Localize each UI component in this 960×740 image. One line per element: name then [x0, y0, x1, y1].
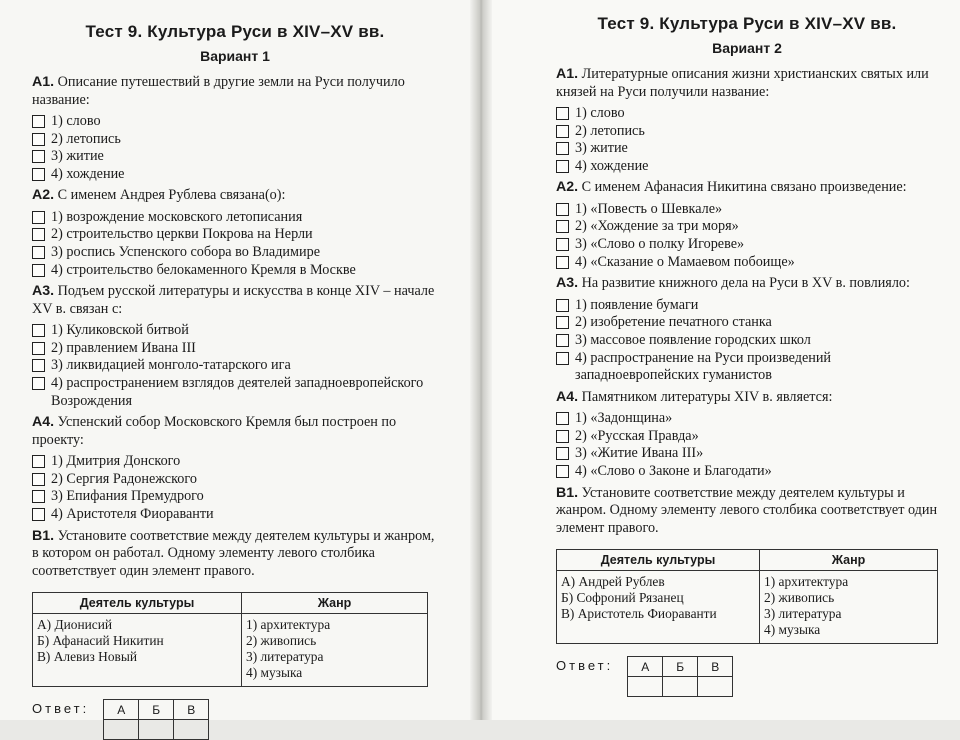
option-label: 4) хождение	[575, 157, 649, 174]
option-label: 3) житие	[51, 148, 104, 165]
option[interactable]	[556, 410, 938, 428]
answer-header-v: В	[174, 700, 209, 720]
question-number: А4.	[556, 388, 579, 405]
genre-item: 1) архитектура	[764, 574, 849, 590]
answer-checkbox[interactable]	[32, 490, 45, 503]
question-a3	[32, 283, 438, 318]
question-a1	[32, 74, 438, 109]
answer-checkbox[interactable]	[32, 324, 45, 337]
option-label: 1) «Повесть о Шевкале»	[575, 200, 723, 217]
option-label: 2) «Хождение за три моря»	[575, 218, 739, 235]
answer-checkbox[interactable]	[556, 447, 569, 460]
option-label: 4) строительство белокаменного Кремля в Москве	[51, 261, 356, 278]
column-header-figure: Деятель культуры	[557, 550, 760, 571]
option[interactable]	[556, 201, 938, 219]
answer-checkbox[interactable]	[556, 203, 569, 216]
matching-table	[32, 592, 428, 687]
option[interactable]	[32, 357, 438, 375]
figure-item: В) Алевиз Новый	[37, 649, 138, 665]
answer-checkbox[interactable]	[556, 160, 569, 173]
answer-checkbox[interactable]	[556, 430, 569, 443]
question-text: С именем Афанасия Никитина связано произведение:	[581, 179, 907, 196]
answer-checkbox[interactable]	[32, 342, 45, 355]
answer-label: Ответ:	[32, 701, 90, 717]
option-label: 3) ликвидацией монголо-татарского ига	[51, 357, 291, 374]
option[interactable]	[32, 322, 438, 340]
question-b1	[556, 485, 938, 538]
option[interactable]	[556, 297, 938, 315]
question-a2	[32, 187, 438, 205]
option-label: 4) распространением взглядов деятелей западноевропейского Возрождения	[51, 375, 424, 409]
left-page	[0, 0, 478, 720]
answer-checkbox[interactable]	[556, 256, 569, 269]
option-label: 3) «Слово о полку Игореве»	[575, 236, 745, 253]
answer-checkbox[interactable]	[556, 316, 569, 329]
answer-checkbox[interactable]	[556, 238, 569, 251]
page-title: Тест 9. Культура Руси в XIV–XV вв.	[85, 22, 385, 41]
question-b1	[32, 528, 438, 581]
answer-cell[interactable]	[139, 720, 174, 740]
question-number: А2.	[32, 187, 55, 204]
answer-checkbox[interactable]	[556, 412, 569, 425]
option[interactable]	[556, 218, 938, 236]
answer-checkbox[interactable]	[32, 228, 45, 241]
book-gutter	[470, 0, 492, 720]
genre-item: 4) музыка	[246, 665, 303, 681]
answer-cell[interactable]	[104, 720, 139, 740]
answer-checkbox[interactable]	[556, 352, 569, 365]
option-label: 1) Дмитрия Донского	[51, 453, 181, 470]
answer-label: Ответ:	[556, 658, 614, 674]
figure-item: Б) Софроний Рязанец	[561, 590, 684, 606]
option[interactable]	[32, 226, 438, 244]
option-label: 1) слово	[575, 105, 625, 121]
right-page	[482, 0, 960, 720]
answer-cell[interactable]	[628, 677, 663, 697]
genre-item: 2) живопись	[764, 590, 835, 606]
option-label: 1) слово	[51, 113, 101, 129]
answer-checkbox[interactable]	[556, 334, 569, 347]
answer-checkbox[interactable]	[556, 465, 569, 478]
option[interactable]	[556, 105, 938, 123]
option-label: 4) «Сказание о Мамаевом побоище»	[575, 253, 795, 270]
figure-item: А) Дионисий	[37, 617, 113, 633]
option-label: 2) «Русская Правда»	[575, 427, 699, 444]
option[interactable]	[556, 428, 938, 446]
figure-item: В) Аристотель Фиораванти	[561, 606, 717, 622]
answer-cell[interactable]	[698, 677, 733, 697]
answer-checkbox[interactable]	[32, 211, 45, 224]
option[interactable]	[32, 166, 438, 184]
question-a4	[32, 414, 438, 449]
answer-checkbox[interactable]	[32, 455, 45, 468]
answer-checkbox[interactable]	[32, 473, 45, 486]
question-text: Успенский собор Московского Кремля был построен по проекту:	[32, 414, 397, 448]
option[interactable]	[556, 254, 938, 272]
answer-checkbox[interactable]	[32, 168, 45, 181]
option-label: 2) летопись	[51, 130, 121, 147]
genre-item: 3) литература	[246, 649, 324, 665]
option[interactable]	[32, 113, 438, 131]
option-label: 4) распространение на Руси произведений западноевропейских гуманистов	[575, 349, 832, 384]
answer-cell[interactable]	[663, 677, 698, 697]
option[interactable]	[556, 158, 938, 176]
answer-header-a: А	[628, 657, 663, 677]
question-text: С именем Андрея Рублева связана(о):	[57, 187, 286, 204]
question-a4	[556, 389, 938, 407]
answer-block	[556, 656, 938, 697]
option-label: 4) хождение	[51, 165, 125, 182]
question-a3	[556, 275, 938, 293]
answer-checkbox[interactable]	[32, 508, 45, 521]
question-number: А3.	[32, 283, 55, 300]
option-label: 1) «Задонщина»	[575, 410, 673, 427]
option[interactable]	[556, 332, 938, 350]
option-label: 1) возрождение московского летописания	[51, 208, 303, 225]
question-number: А3.	[556, 275, 579, 292]
answer-checkbox[interactable]	[32, 359, 45, 372]
genre-item: 1) архитектура	[246, 617, 331, 633]
question-number: А1.	[556, 66, 579, 82]
answer-header-a: А	[104, 700, 139, 720]
question-number: А1.	[32, 74, 55, 90]
figures-cell	[557, 571, 760, 644]
answer-checkbox[interactable]	[556, 107, 569, 120]
option[interactable]	[556, 140, 938, 158]
option-label: 2) строительство церкви Покрова на Нерли	[51, 226, 313, 243]
column-header-genre: Жанр	[242, 593, 428, 614]
answer-checkbox[interactable]	[32, 246, 45, 259]
option[interactable]	[32, 453, 438, 471]
option[interactable]	[556, 350, 938, 385]
figure-item: А) Андрей Рублев	[561, 574, 665, 590]
option[interactable]	[32, 209, 438, 227]
option-label: 3) роспись Успенского собора во Владимире	[51, 244, 320, 261]
option-label: 2) изобретение печатного станка	[575, 314, 772, 331]
option-label: 3) «Житие Ивана III»	[575, 445, 704, 462]
genre-item: 3) литература	[764, 606, 842, 622]
genre-item: 4) музыка	[764, 622, 821, 638]
genre-item: 2) живопись	[246, 633, 317, 649]
option[interactable]	[556, 314, 938, 332]
answer-checkbox[interactable]	[556, 142, 569, 155]
variant-heading: Вариант 2	[712, 40, 782, 56]
option[interactable]	[32, 131, 438, 149]
option-label: 4) «Слово о Законе и Благодати»	[575, 463, 772, 479]
answer-checkbox[interactable]	[32, 150, 45, 163]
answer-header-v: В	[698, 657, 733, 677]
answer-checkbox[interactable]	[32, 377, 45, 390]
answer-header-b: Б	[663, 657, 698, 677]
column-header-figure: Деятель культуры	[33, 593, 242, 614]
option[interactable]	[556, 123, 938, 141]
option-label: 3) массовое появление городских школ	[575, 331, 811, 348]
option[interactable]	[32, 244, 438, 262]
answer-checkbox[interactable]	[556, 220, 569, 233]
genres-cell	[760, 571, 938, 644]
column-header-genre: Жанр	[760, 550, 938, 571]
option-label: 2) правлением Ивана III	[51, 339, 196, 356]
option[interactable]	[32, 262, 438, 280]
question-text: Подъем русской литературы и искусства в конце XIV – начале XV в. связан с:	[32, 283, 435, 317]
answer-checkbox[interactable]	[556, 125, 569, 138]
question-text: Установите соответствие между деятелем культуры и жанром, в котором он работал. Одному элементу левого столбика соответствует один элемент правого.	[32, 527, 435, 579]
figure-item: Б) Афанасий Никитин	[37, 633, 164, 649]
figures-cell	[33, 614, 242, 687]
option[interactable]	[32, 148, 438, 166]
option[interactable]	[32, 375, 438, 410]
option[interactable]	[32, 471, 438, 489]
answer-checkbox[interactable]	[32, 115, 45, 128]
variant-heading: Вариант 1	[200, 48, 270, 64]
genres-cell	[242, 614, 428, 687]
option-label: 2) летопись	[575, 122, 645, 139]
answer-checkbox[interactable]	[32, 133, 45, 146]
option[interactable]	[32, 506, 438, 524]
question-number: В1.	[32, 527, 55, 544]
question-text: Памятником литературы XIV в. является:	[581, 388, 833, 405]
option[interactable]	[556, 463, 938, 481]
option-label: 3) житие	[575, 140, 628, 157]
option[interactable]	[556, 445, 938, 463]
option[interactable]	[32, 340, 438, 358]
answer-cell[interactable]	[174, 720, 209, 740]
question-a1	[556, 66, 938, 101]
option-label: 1) Куликовской битвой	[51, 322, 189, 339]
question-text: Описание путешествий в другие земли на Руси получило название:	[32, 74, 405, 108]
answer-checkbox[interactable]	[556, 299, 569, 312]
option-label: 2) Сергия Радонежского	[51, 470, 197, 487]
option[interactable]	[556, 236, 938, 254]
question-number: В1.	[556, 484, 579, 501]
page-title: Тест 9. Культура Руси в XIV–XV вв.	[597, 14, 897, 33]
question-text: На развитие книжного дела на Руси в XV в. повлияло:	[581, 275, 910, 292]
answer-checkbox[interactable]	[32, 264, 45, 277]
question-number: А2.	[556, 179, 579, 196]
answer-grid	[627, 656, 733, 697]
option-label: 1) появление бумаги	[575, 296, 699, 313]
question-text: Установите соответствие между деятелем культуры и жанром. Одному элементу левого столбика соответствует один элемент правого.	[556, 484, 938, 536]
answer-header-b: Б	[139, 700, 174, 720]
matching-table	[556, 549, 938, 644]
option[interactable]	[32, 488, 438, 506]
question-a2	[556, 179, 938, 197]
option-label: 4) Аристотеля Фиораванти	[51, 506, 214, 522]
option-label: 3) Епифания Премудрого	[51, 488, 204, 505]
question-number: А4.	[32, 414, 55, 431]
question-text: Литературные описания жизни христианских святых или князей на Руси получили название:	[556, 66, 929, 100]
